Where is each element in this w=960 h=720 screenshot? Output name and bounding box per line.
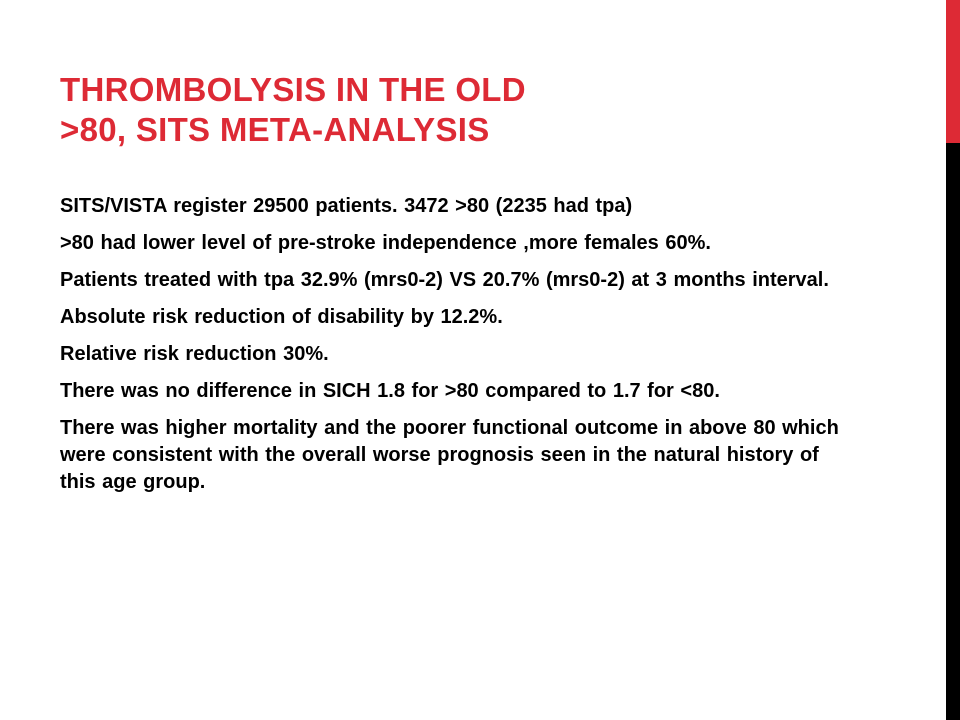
body-paragraph-absolute-risk: Absolute risk reduction of disability by 12.2%. (60, 306, 503, 328)
body-paragraph-independence: >80 had lower level of pre-stroke independence ,more females 60%. (60, 232, 711, 254)
body-paragraph-mortality: There was higher mortality and the poorer functional outcome in above 80 which were consistent with the overall worse prognosis seen in the natural history of this age group. (60, 417, 839, 493)
body-paragraph-treatment: Patients treated with tpa 32.9% (mrs0-2) VS 20.7% (mrs0-2) at 3 months interval. (60, 269, 829, 291)
slide-title (60, 70, 920, 150)
slide-title-line-1: THROMBOLYSIS IN THE OLD (60, 71, 526, 108)
accent-bar-red (946, 0, 960, 143)
body-paragraph-register: SITS/VISTA register 29500 patients. 3472 >80 (2235 had tpa) (60, 195, 633, 217)
accent-bar-black (946, 143, 960, 720)
slide-body (60, 193, 850, 506)
body-paragraph-sich: There was no difference in SICH 1.8 for >80 compared to 1.7 for <80. (60, 380, 720, 402)
slide-title-line-2: >80, SITS META-ANALYSIS (60, 111, 490, 148)
body-paragraph-relative-risk: Relative risk reduction 30%. (60, 343, 329, 365)
